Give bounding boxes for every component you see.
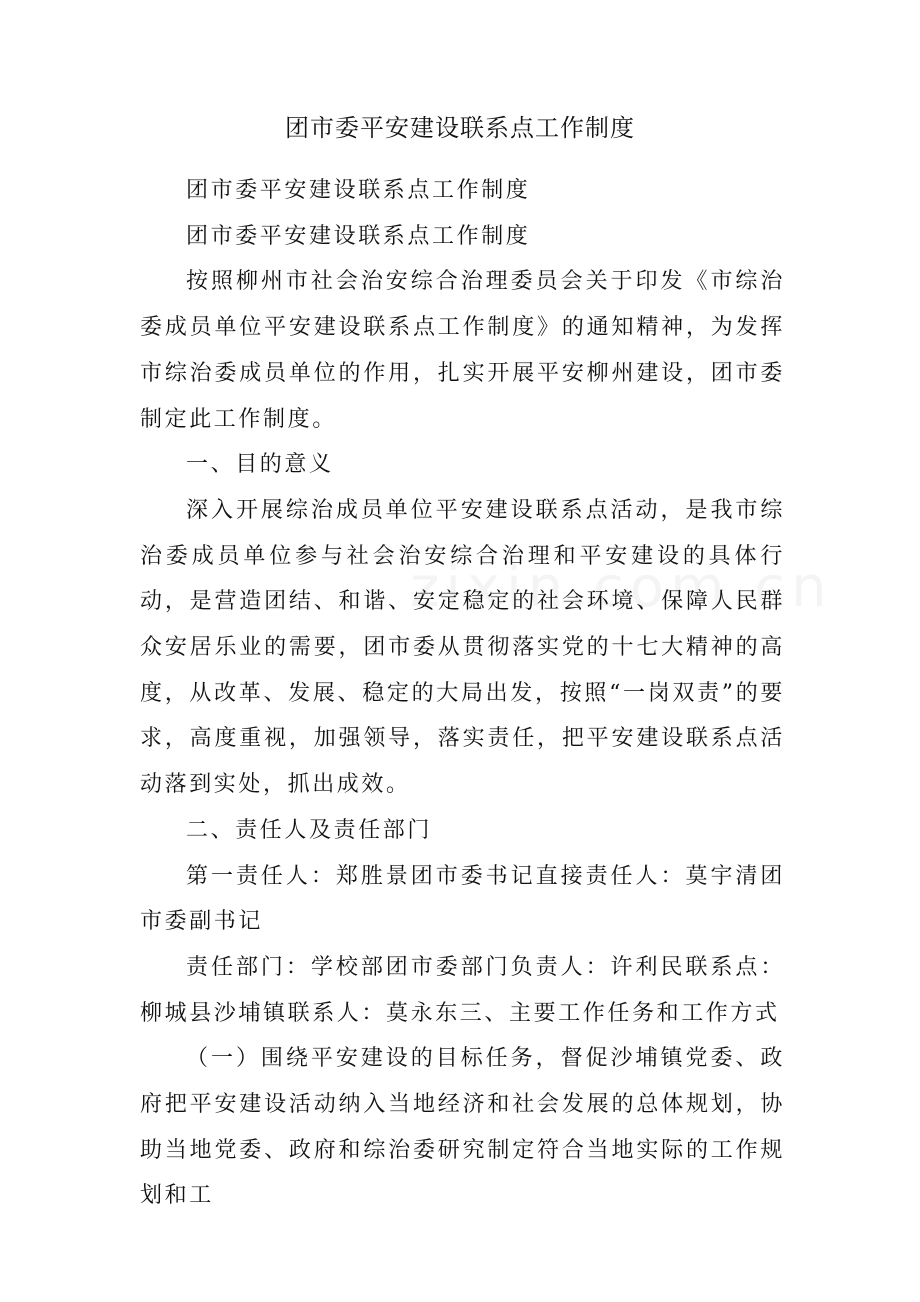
section-heading-purpose: 一、目的意义 bbox=[186, 452, 334, 478]
paragraph-subtitle-1: 团市委平安建设联系点工作制度 bbox=[186, 178, 531, 203]
paragraph-subtitle-2: 团市委平安建设联系点工作制度 bbox=[186, 223, 531, 249]
section-heading-responsibility: 二、责任人及责任部门 bbox=[186, 817, 433, 843]
document-title: 团市委平安建设联系点工作制度 bbox=[285, 114, 635, 142]
paragraph-intro: 按照柳州市社会治安综合治理委员会关于印发《市综治委成员单位平安建设联系点工作制度》的通知精神，为发挥市综治委成员单位的作用，扎实开展平安柳州建设，团市委制定此工作制度。 bbox=[140, 269, 785, 432]
paragraph-responsible-departments: 责任部门：学校部团市委部门负责人：许利民联系点：柳城县沙埔镇联系人：莫永东三、主要工作任务和工作方式 bbox=[140, 954, 785, 1026]
document-body bbox=[140, 168, 785, 1219]
paragraph-responsible-persons: 第一责任人：郑胜景团市委书记直接责任人：莫宇清团市委副书记 bbox=[140, 863, 785, 935]
paragraph-purpose: 深入开展综治成员单位平安建设联系点活动，是我市综治委成员单位参与社会治安综合治理和平安建设的具体行动，是营造团结、和谐、安定稳定的社会环境、保障人民群众安居乐业的需要，团市委从贯彻落实党的十七大精神的高度，从改革、发展、稳定的大局出发，按照“一岗双责”的要求，高度重视，加强领导，落实责任，把平安建设联系点活动落到实处，抓出成效。 bbox=[140, 497, 785, 798]
paragraph-task-1: （一）围绕平安建设的目标任务，督促沙埔镇党委、政府把平安建设活动纳入当地经济和社会发展的总体规划，协助当地党委、政府和综治委研究制定符合当地实际的工作规划和工 bbox=[140, 1046, 785, 1209]
